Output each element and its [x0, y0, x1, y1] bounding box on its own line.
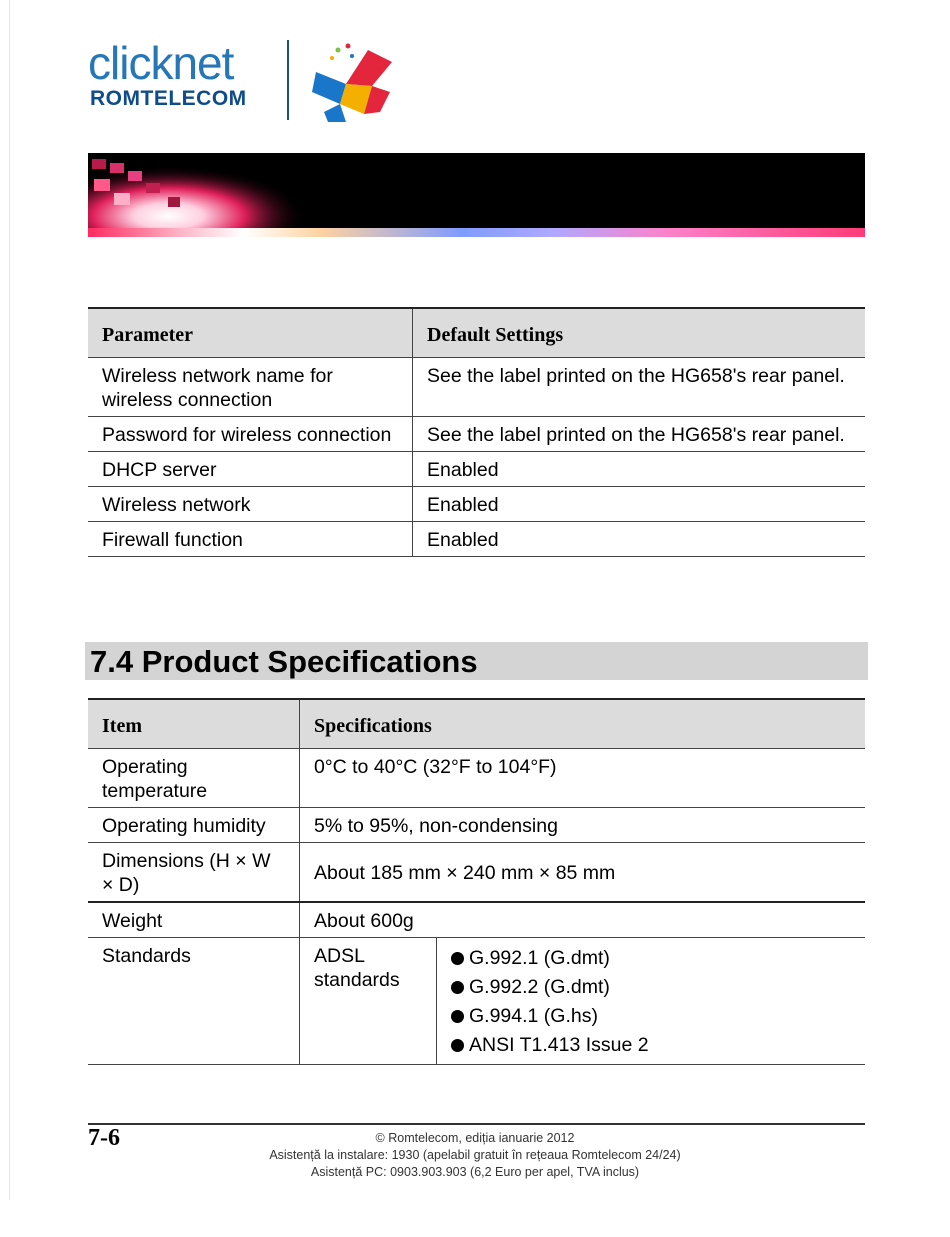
logo-divider: [287, 40, 289, 120]
parameter-cell: Wireless network: [88, 487, 413, 522]
standards-group-cell: ADSL standards: [300, 938, 437, 1065]
footer-notice: [230, 1130, 720, 1181]
standard-label: ANSI T1.413 Issue 2: [469, 1034, 649, 1056]
table-row: [88, 808, 865, 843]
default-value-cell: Enabled: [413, 522, 866, 557]
standards-list: [451, 944, 851, 1060]
list-item: [451, 1031, 851, 1060]
default-settings-table: [88, 307, 865, 557]
footer-copyright: © Romtelecom, ediția ianuarie 2012: [375, 1131, 575, 1145]
list-item: [451, 973, 851, 1002]
column-header-parameter: Parameter: [88, 308, 413, 358]
table-row: [88, 358, 865, 417]
butterfly-icon: [306, 42, 396, 122]
list-item: [451, 944, 851, 973]
footer-pc-support: Asistență PC: 0903.903.903 (6,2 Euro per apel, TVA inclus): [310, 1165, 640, 1179]
standards-list-cell: [437, 938, 866, 1065]
parameter-cell: Wireless network name for wireless connection: [88, 358, 413, 417]
parameter-cell: Password for wireless connection: [88, 417, 413, 452]
table-row: [88, 522, 865, 557]
item-cell: Weight: [88, 902, 300, 938]
table-row: [88, 452, 865, 487]
default-value-cell: Enabled: [413, 452, 866, 487]
header-banner: [88, 153, 865, 237]
spec-cell: 5% to 95%, non-condensing: [300, 808, 866, 843]
list-item: [451, 1002, 851, 1031]
table-row: [88, 902, 865, 938]
product-specifications-table: [88, 698, 865, 1065]
page-number: 7-6: [88, 1125, 120, 1151]
standard-label: G.992.2 (G.dmt): [469, 976, 610, 998]
page-edge-rule: [9, 0, 10, 1200]
standard-label: G.994.1 (G.hs): [469, 1005, 598, 1027]
table-row: [88, 417, 865, 452]
column-header-specifications: Specifications: [300, 699, 866, 749]
default-value-cell: See the label printed on the HG658's rear panel.: [413, 358, 866, 417]
banner-color-stripe: [88, 228, 865, 237]
standard-label: G.992.1 (G.dmt): [469, 947, 610, 969]
logo-wordmark: clicknet: [88, 37, 234, 89]
footer-divider: [88, 1123, 865, 1125]
parameter-cell: DHCP server: [88, 452, 413, 487]
item-cell: Standards: [88, 938, 300, 1065]
footer-install-support: Asistență la instalare: 1930 (apelabil gratuit în rețeaua Romtelecom 24/24): [269, 1148, 681, 1162]
column-header-default-settings: Default Settings: [413, 308, 866, 358]
section-title: 7.4 Product Specifications: [90, 644, 478, 679]
item-cell: Dimensions (H × W × D): [88, 843, 300, 903]
table-row-standards: [88, 938, 865, 1065]
table-row: [88, 843, 865, 903]
spec-cell: About 185 mm × 240 mm × 85 mm: [300, 843, 866, 903]
bullet-icon: [451, 1010, 464, 1023]
table-row: [88, 487, 865, 522]
table-row: [88, 749, 865, 808]
item-cell: Operating humidity: [88, 808, 300, 843]
parameter-cell: Firewall function: [88, 522, 413, 557]
banner-pixel-art: [88, 153, 318, 237]
default-value-cell: Enabled: [413, 487, 866, 522]
table-header-row: [88, 699, 865, 749]
spec-cell: 0°C to 40°C (32°F to 104°F): [300, 749, 866, 808]
column-header-item: Item: [88, 699, 300, 749]
item-cell: Operating temperature: [88, 749, 300, 808]
default-value-cell: See the label printed on the HG658's rear panel.: [413, 417, 866, 452]
bullet-icon: [451, 1039, 464, 1052]
table-header-row: [88, 308, 865, 358]
spec-cell: About 600g: [300, 902, 866, 938]
section-heading-bar: [85, 642, 868, 680]
logo-subtitle: ROMTELECOM: [90, 87, 247, 110]
bullet-icon: [451, 952, 464, 965]
bullet-icon: [451, 981, 464, 994]
